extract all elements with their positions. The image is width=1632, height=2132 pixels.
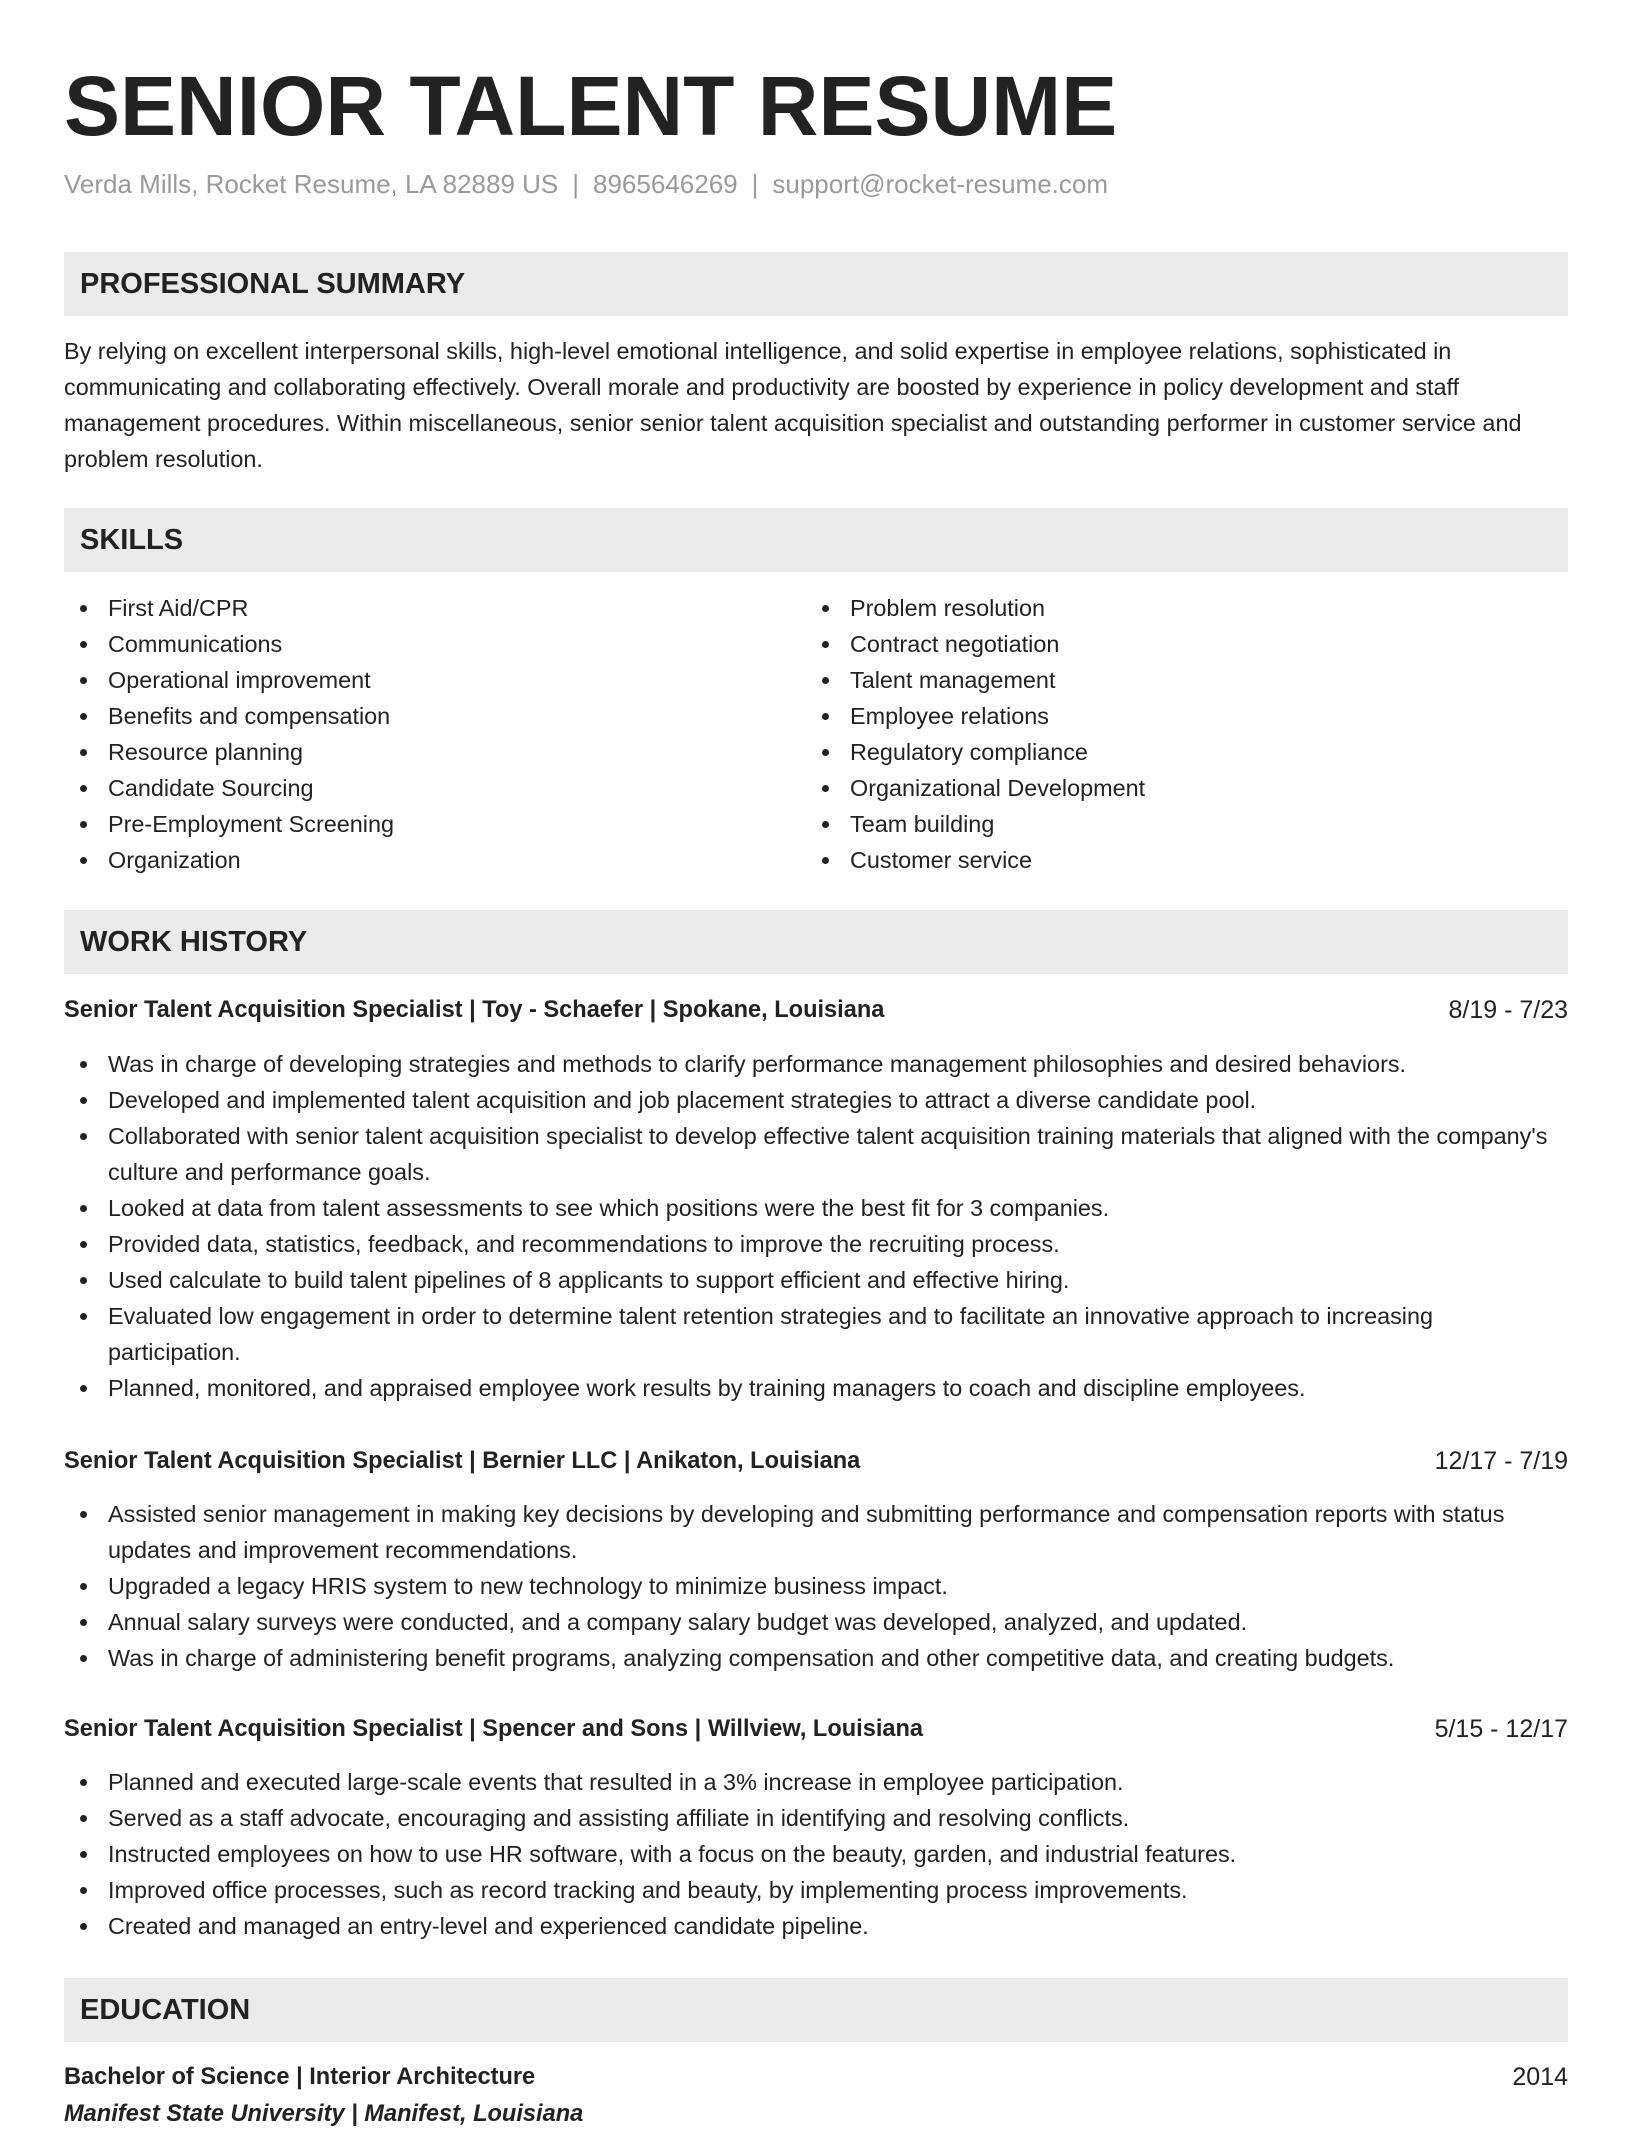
job-bullets xyxy=(64,1764,1568,1944)
job-header xyxy=(64,1443,1568,1479)
skill-item: Communications xyxy=(64,626,806,662)
job-bullet: Collaborated with senior talent acquisition specialist to develop effective talent acquisition training materials that aligned with the company's culture and performance goals. xyxy=(64,1118,1568,1190)
job-bullet: Annual salary surveys were conducted, and a company salary budget was developed, analyzed, and updated. xyxy=(64,1604,1568,1640)
section-heading-summary: PROFESSIONAL SUMMARY xyxy=(64,252,1568,316)
summary-text: By relying on excellent interpersonal skills, high-level emotional intelligence, and solid expertise in employee relations, sophisticated in communicating and collaborating effectively. Overall morale and productivity are boosted by experience in policy development and staff management procedures. Within miscellaneous, senior senior talent acquisition specialist and outstanding performer in customer service and problem resolution. xyxy=(64,338,1522,472)
skill-item: Contract negotiation xyxy=(806,626,1548,662)
job-bullet: Used calculate to build talent pipelines of 8 applicants to support efficient and effective hiring. xyxy=(64,1262,1568,1298)
job-title: Senior Talent Acquisition Specialist | Spencer and Sons | Willview, Louisiana xyxy=(64,1716,924,1742)
job-bullet: Served as a staff advocate, encouraging and assisting affiliate in identifying and resolving conflicts. xyxy=(64,1800,1568,1836)
contact-phone: 8965646269 xyxy=(593,169,738,199)
skill-item: Organization xyxy=(64,842,806,878)
contact-line xyxy=(64,166,1108,202)
job-bullets xyxy=(64,1046,1568,1406)
skill-item: Benefits and compensation xyxy=(64,698,806,734)
section-heading-skills: SKILLS xyxy=(64,508,1568,572)
job-bullet: Upgraded a legacy HRIS system to new technology to minimize business impact. xyxy=(64,1568,1568,1604)
job-bullet-list xyxy=(64,1764,1568,1944)
skill-item: Regulatory compliance xyxy=(806,734,1548,770)
job-bullet: Created and managed an entry-level and experienced candidate pipeline. xyxy=(64,1908,1568,1944)
education-school: Manifest State University | Manifest, Louisiana xyxy=(64,2101,584,2127)
job-title: Senior Talent Acquisition Specialist | Bernier LLC | Anikaton, Louisiana xyxy=(64,1448,861,1474)
job-bullet: Assisted senior management in making key decisions by developing and submitting performance and compensation reports with status updates and improvement recommendations. xyxy=(64,1496,1568,1568)
job-dates: 5/15 - 12/17 xyxy=(1434,1715,1568,1743)
skills-column-left xyxy=(64,590,806,878)
skill-item: Organizational Development xyxy=(806,770,1548,806)
skill-item: Operational improvement xyxy=(64,662,806,698)
section-heading-work-history: WORK HISTORY xyxy=(64,910,1568,974)
job-header xyxy=(64,992,1568,1028)
skill-item: Employee relations xyxy=(806,698,1548,734)
contact-separator: | xyxy=(751,169,759,199)
skills-list-right xyxy=(806,590,1548,878)
job-bullet: Evaluated low engagement in order to determine talent retention strategies and to facilitate an innovative approach to increasing participation. xyxy=(64,1298,1568,1370)
contact-email: support@rocket-resume.com xyxy=(772,169,1109,199)
skills-list-left xyxy=(64,590,806,878)
education-header xyxy=(64,2059,1568,2095)
education-degree: Bachelor of Science | Interior Architecture xyxy=(64,2064,536,2090)
skill-item: Resource planning xyxy=(64,734,806,770)
job-bullet: Planned and executed large-scale events that resulted in a 3% increase in employee participation. xyxy=(64,1764,1568,1800)
skill-item: Pre-Employment Screening xyxy=(64,806,806,842)
contact-separator: | xyxy=(572,169,580,199)
job-bullets xyxy=(64,1496,1568,1676)
job-bullet-list xyxy=(64,1496,1568,1676)
skill-item: First Aid/CPR xyxy=(64,590,806,626)
job-bullet-list xyxy=(64,1046,1568,1406)
job-title: Senior Talent Acquisition Specialist | Toy - Schaefer | Spokane, Louisiana xyxy=(64,997,885,1023)
education-year: 2014 xyxy=(1512,2063,1568,2091)
section-heading-education: EDUCATION xyxy=(64,1978,1568,2042)
skill-item: Team building xyxy=(806,806,1548,842)
job-bullet: Looked at data from talent assessments to see which positions were the best fit for 3 companies. xyxy=(64,1190,1568,1226)
skill-item: Problem resolution xyxy=(806,590,1548,626)
job-bullet: Was in charge of administering benefit programs, analyzing compensation and other competitive data, and creating budgets. xyxy=(64,1640,1568,1676)
job-bullet: Developed and implemented talent acquisition and job placement strategies to attract a diverse candidate pool. xyxy=(64,1082,1568,1118)
job-bullet: Improved office processes, such as record tracking and beauty, by implementing process improvements. xyxy=(64,1872,1568,1908)
resume-title: SENIOR TALENT RESUME xyxy=(64,59,1118,153)
job-dates: 8/19 - 7/23 xyxy=(1448,996,1568,1024)
skill-item: Talent management xyxy=(806,662,1548,698)
skills-column-right xyxy=(806,590,1548,878)
job-header xyxy=(64,1711,1568,1747)
contact-address: Verda Mills, Rocket Resume, LA 82889 US xyxy=(64,169,559,199)
skill-item: Candidate Sourcing xyxy=(64,770,806,806)
job-bullet: Instructed employees on how to use HR software, with a focus on the beauty, garden, and industrial features. xyxy=(64,1836,1568,1872)
job-bullet: Planned, monitored, and appraised employee work results by training managers to coach and discipline employees. xyxy=(64,1370,1568,1406)
job-bullet: Was in charge of developing strategies and methods to clarify performance management philosophies and desired behaviors. xyxy=(64,1046,1568,1082)
job-dates: 12/17 - 7/19 xyxy=(1434,1447,1568,1475)
job-bullet: Provided data, statistics, feedback, and recommendations to improve the recruiting process. xyxy=(64,1226,1568,1262)
skill-item: Customer service xyxy=(806,842,1548,878)
